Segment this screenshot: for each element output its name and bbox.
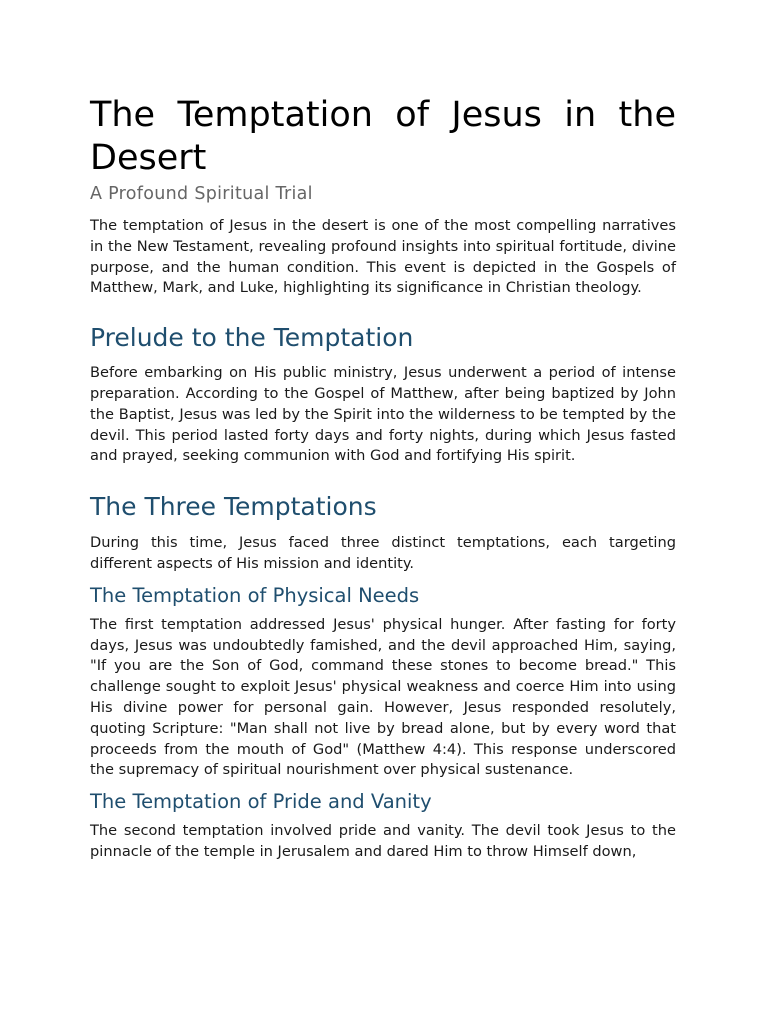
document-subtitle: A Profound Spiritual Trial [90, 184, 313, 204]
section-body-prelude: Before embarking on His public ministry, Jesus underwent a period of intense preparation. According to the Gospel of Matthew, after being baptized by John the Baptist, Jesus was led by the Spirit into the wilderness to be tempted by the devil. This period lasted forty days and forty nights, during which Jesus fasted and prayed, seeking communion with God and fortifying His spirit. [90, 364, 676, 465]
document-page [90, 94, 676, 863]
subsection-body-pride-vanity: The second temptation involved pride and vanity. The devil took Jesus to the pinnacle of the temple in Jerusalem and dared Him to throw Himself down, [90, 822, 676, 860]
document-title: The Temptation of Jesus in the Desert [90, 95, 676, 178]
section-heading-three-temptations: The Three Temptations [90, 492, 377, 522]
section-body-three-temptations: During this time, Jesus faced three distinct temptations, each targeting different aspects of His mission and identity. [90, 534, 676, 572]
subsection-heading-pride-vanity: The Temptation of Pride and Vanity [90, 790, 432, 814]
subsection-body-physical-needs: The first temptation addressed Jesus' physical hunger. After fasting for forty days, Jesus was undoubtedly famished, and the devil approached Him, saying, "If you are the Son of God, command these stones to become bread." This challenge sought to exploit Jesus' physical weakness and coerce Him into using His divine power for personal gain. However, Jesus responded resolutely, quoting Scripture: "Man shall not live by bread alone, but by every word that proceeds from the mouth of God" (Matthew 4:4). This response underscored the supremacy of spiritual nourishment over physical sustenance. [90, 615, 676, 779]
section-heading-prelude: Prelude to the Temptation [90, 323, 414, 353]
subsection-heading-physical-needs: The Temptation of Physical Needs [90, 583, 420, 607]
intro-paragraph: The temptation of Jesus in the desert is one of the most compelling narratives in the New Testament, revealing profound insights into spiritual fortitude, divine purpose, and the human condition. This event is depicted in the Gospels of Matthew, Mark, and Luke, highlighting its significance in Christian theology. [90, 217, 676, 297]
